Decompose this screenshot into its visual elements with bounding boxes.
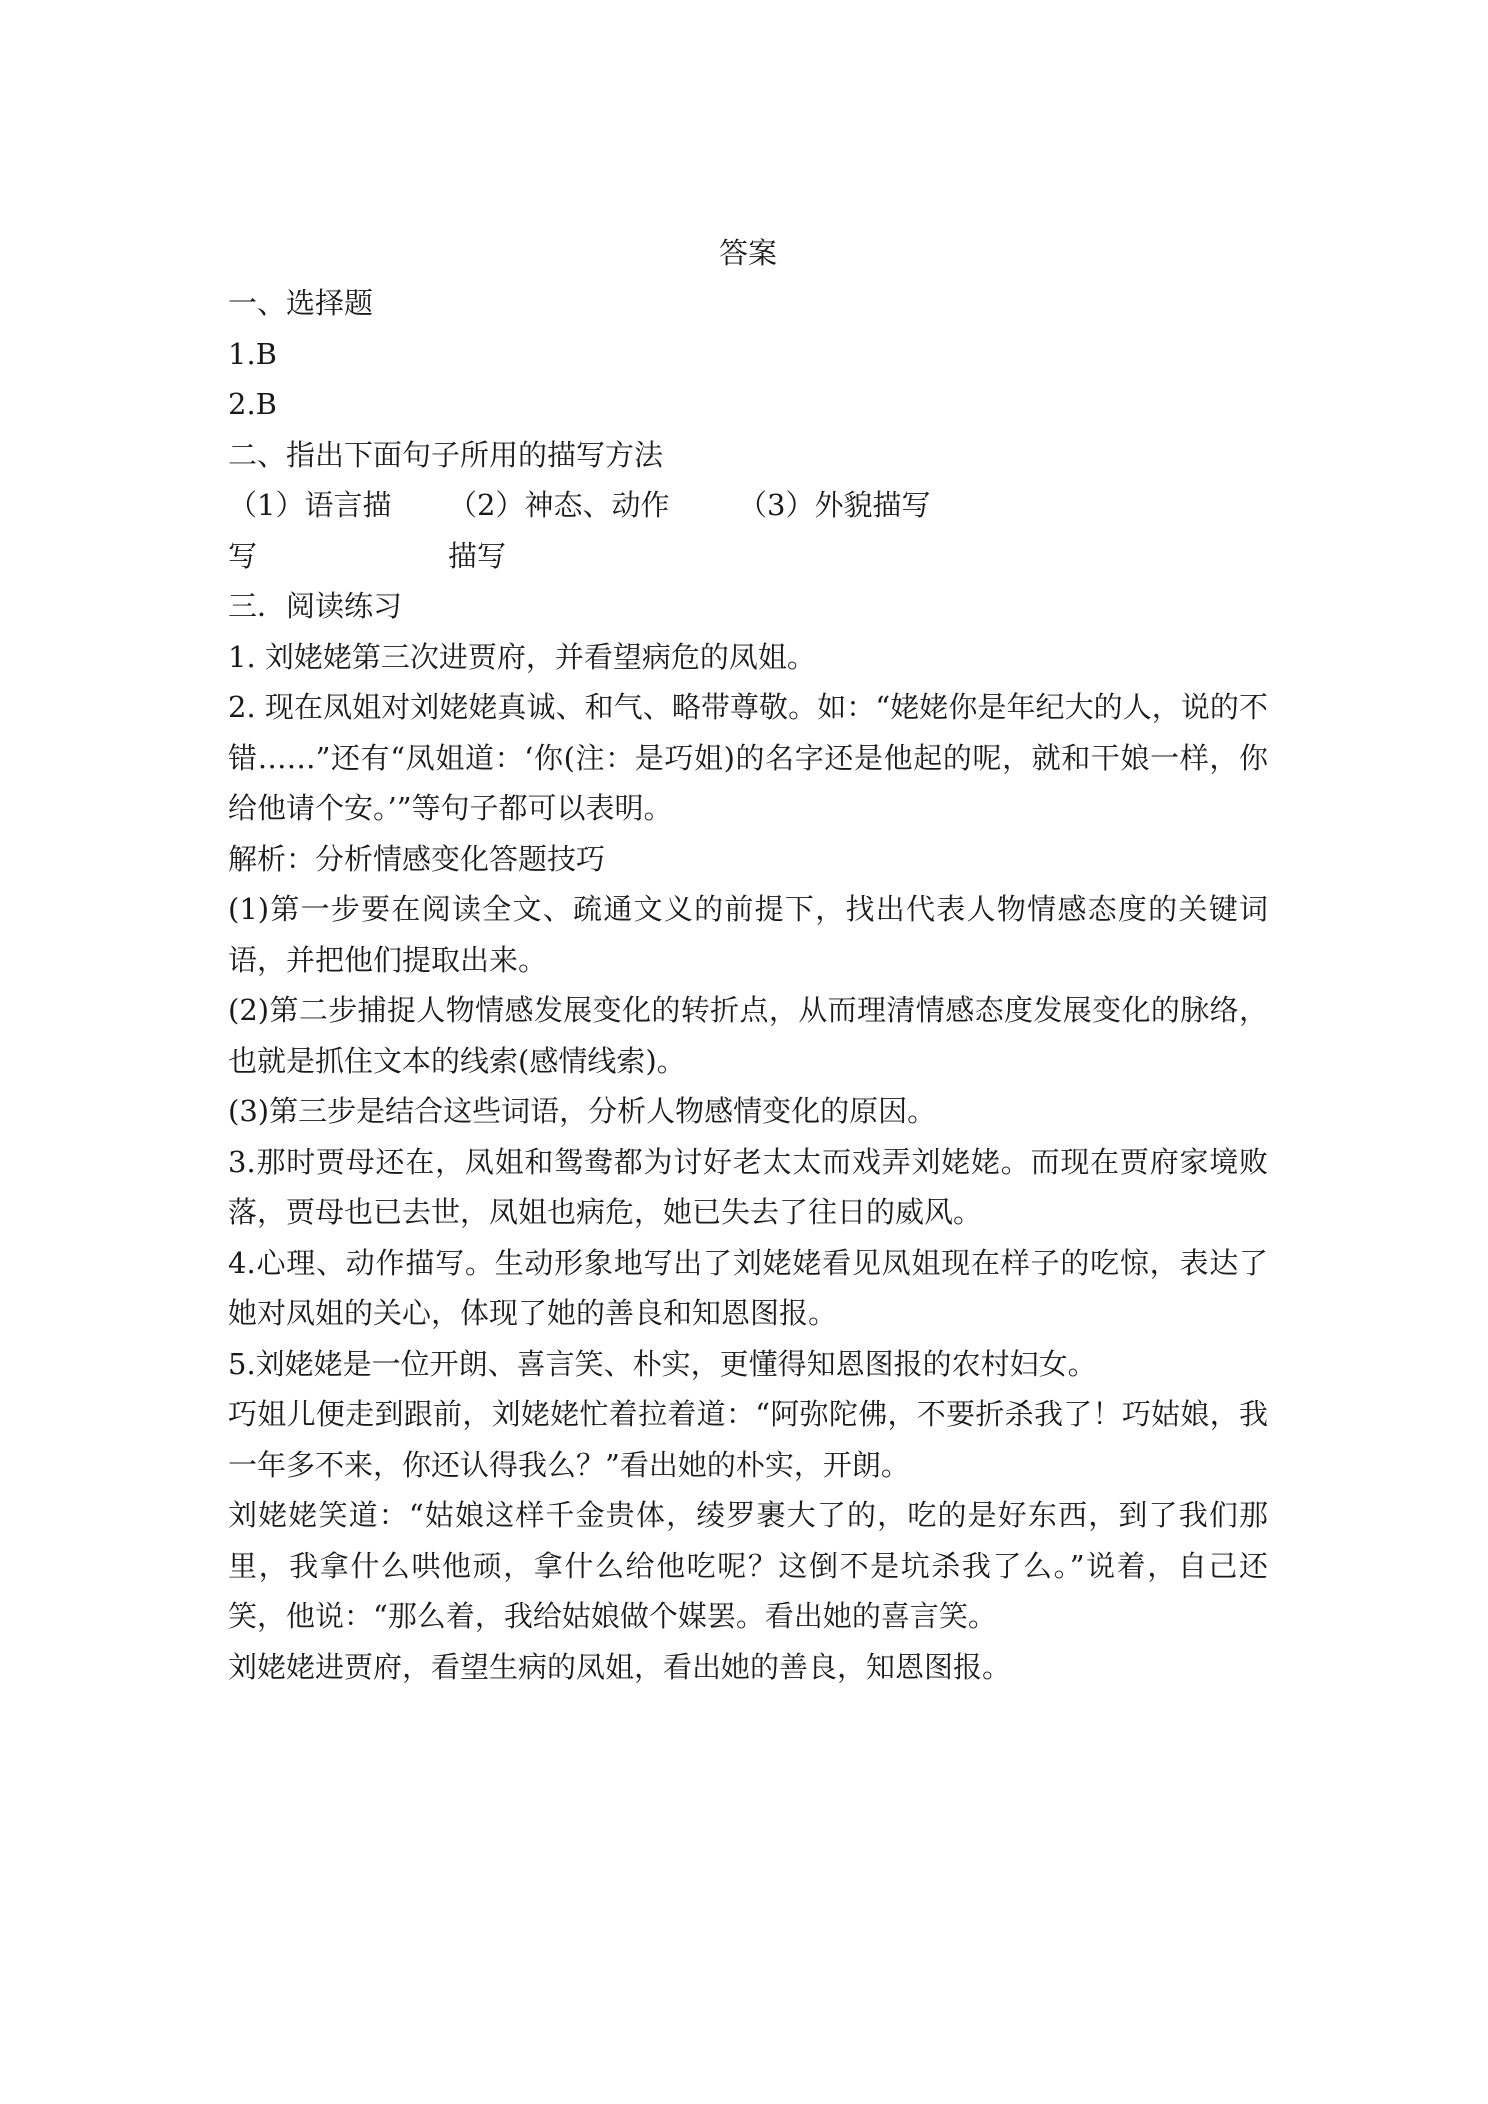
analysis-step-1: (1)第一步要在阅读全文、疏通文义的前提下，找出代表人物情感态度的关键词语，并把他们提取出来。 — [228, 892, 1268, 977]
description-methods — [228, 480, 1268, 581]
analysis-heading: 解析：分析情感变化答题技巧 — [228, 841, 606, 876]
analysis-step-2: (2)第二步捕捉人物情感发展变化的转折点，从而理清情感态度发展变化的脉络，也就是抓住文本的线索(感情线索)。 — [228, 993, 1268, 1078]
reading-answer-2: 2. 现在凤姐对刘姥姥真诚、和气、略带尊敬。如：“姥姥你是年纪大的人，说的不错……”还有“凤姐道：‘你(注：是巧姐)的名字还是他起的呢，就和干娘一样，你给他请个安。’”等句子都可以表明。 — [228, 690, 1268, 825]
section-3-heading: 三．阅读练习 — [228, 589, 403, 623]
reading-answer-5: 5.刘姥姥是一位开朗、喜言笑、朴实，更懂得知恩图报的农村妇女。 — [228, 1346, 1097, 1381]
method-3: （3）外貌描写 — [738, 488, 931, 522]
page-title: 答案 — [718, 236, 777, 270]
section-2-heading: 二、指出下面句子所用的描写方法 — [228, 437, 664, 472]
analysis-step-3: (3)第三步是结合这些词语，分析人物感情变化的原因。 — [228, 1094, 937, 1128]
answer-2: 2.B — [228, 387, 277, 421]
reading-answer-4: 4.心理、动作描写。生动形象地写出了刘姥姥看见凤姐现在样子的吃惊，表达了她对凤姐的关心，体现了她的善良和知恩图报。 — [228, 1245, 1268, 1330]
reading-example-3: 刘姥姥进贾府，看望生病的凤姐，看出她的善良，知恩图报。 — [228, 1649, 1012, 1684]
section-1-heading: 一、选择题 — [228, 286, 374, 320]
method-1: （1）语言描写 — [228, 488, 392, 573]
method-2: （2）神态、动作描写 — [448, 488, 670, 573]
reading-example-2: 刘姥姥笑道：“姑娘这样千金贵体，绫罗裹大了的，吃的是好东西，到了我们那里，我拿什么哄他顽，拿什么给他吃呢？这倒不是坑杀我了么。”说着，自己还笑，他说：“那么着，我给姑娘做个媒罢。看出她的喜言笑。 — [228, 1498, 1268, 1633]
answer-1: 1.B — [228, 336, 277, 371]
reading-answer-1: 1. 刘姥姥第三次进贾府，并看望病危的凤姐。 — [228, 639, 816, 674]
reading-answer-3: 3.那时贾母还在，凤姐和鸳鸯都为讨好老太太而戏弄刘姥姥。而现在贾府家境败落，贾母也已去世，凤姐也病危，她已失去了往日的威风。 — [228, 1144, 1268, 1229]
reading-example-1: 巧姐儿便走到跟前，刘姥姥忙着拉着道：“阿弥陀佛，不要折杀我了！巧姑娘，我一年多不来，你还认得我么？”看出她的朴实，开朗。 — [228, 1397, 1268, 1482]
answer-page — [228, 228, 1268, 1692]
